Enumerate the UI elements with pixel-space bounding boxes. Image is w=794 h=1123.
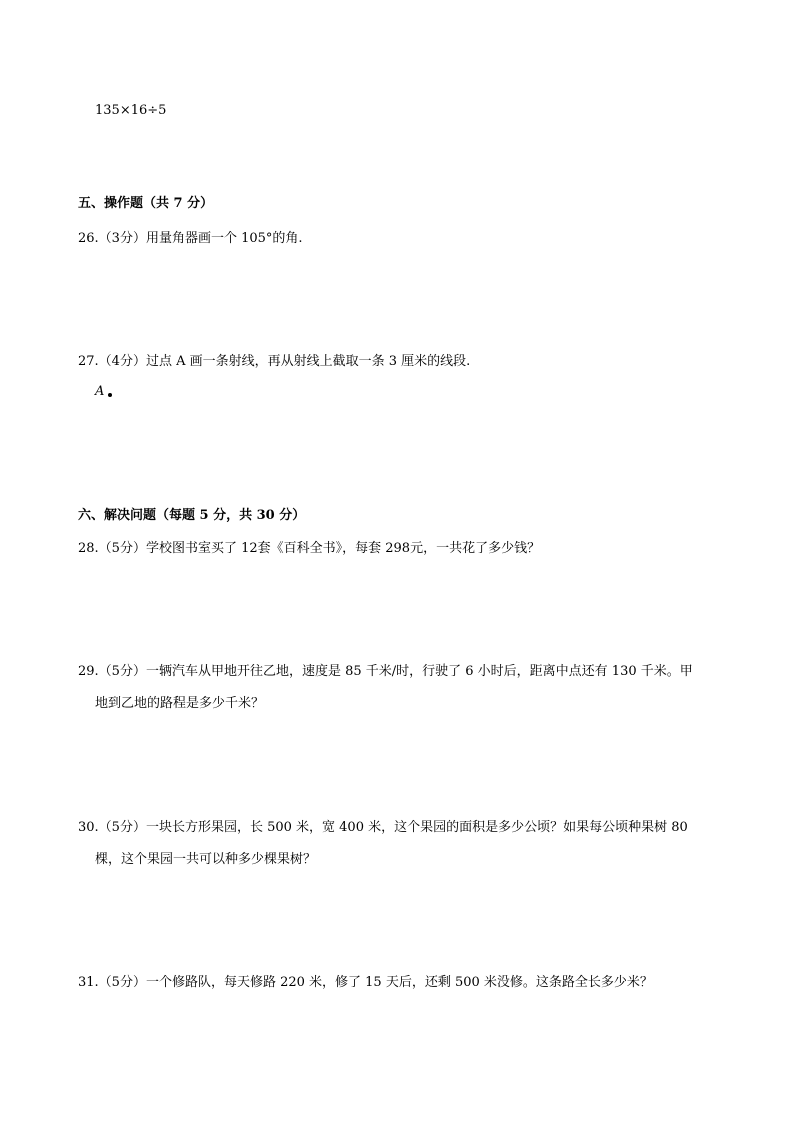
question-29-line-2: 地到乙地的路程是多少千米？ <box>95 696 265 711</box>
point-a-label: A <box>95 384 105 399</box>
question-26: 26.（3分）用量角器画一个 105°的角. <box>78 231 303 246</box>
section-6-heading: 六、解决问题（每题 5 分，共 30 分） <box>78 508 306 523</box>
question-29-line-1: 29.（5分）一辆汽车从甲地开往乙地，速度是 85 千米/时，行驶了 6 小时后，距离中点还有 130 千米。甲 <box>78 664 693 679</box>
question-27: 27.（4分）过点 A 画一条射线，再从射线上截取一条 3 厘米的线段. <box>78 354 471 369</box>
section-5-heading: 五、操作题（共 7 分） <box>78 196 214 211</box>
calc-expression: 135×16÷5 <box>95 103 167 118</box>
point-a <box>95 382 112 402</box>
question-28: 28.（5分）学校图书室买了 12套《百科全书》，每套 298元，一共花了多少钱？ <box>78 541 541 556</box>
question-30-line-1: 30.（5分）一块长方形果园，长 500 米，宽 400 米，这个果园的面积是多少公顷？如果每公顷种果树 80 <box>78 820 688 835</box>
question-31: 31.（5分）一个修路队，每天修路 220 米，修了 15 天后，还剩 500 米没修。这条路全长多少米？ <box>78 975 653 990</box>
point-a-dot <box>108 393 112 397</box>
question-30-line-2: 棵，这个果园一共可以种多少棵果树？ <box>95 852 317 867</box>
